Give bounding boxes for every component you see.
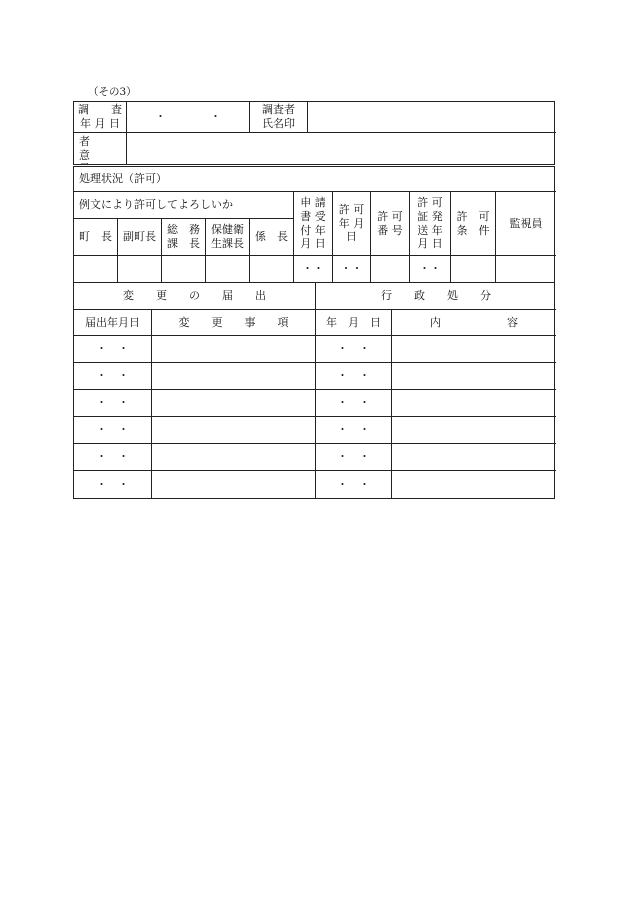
change-cell[interactable] bbox=[152, 471, 316, 498]
header-certificate-sent: 許 可 証 発 送 年 月 日 bbox=[410, 192, 451, 256]
permit-conditions-value[interactable] bbox=[451, 256, 496, 282]
header-health-chief: 保健衛 生課長 bbox=[206, 219, 250, 256]
header-permit-date: 許 可 年 月 日 bbox=[333, 192, 371, 256]
action-date-cell[interactable]: ・ ・ bbox=[316, 471, 392, 498]
processing-status-table bbox=[73, 166, 555, 283]
header-deputy-mayor: 副町長 bbox=[118, 219, 162, 256]
surveyor-seal-field[interactable] bbox=[308, 102, 556, 133]
header-general-affairs-chief: 総 務 課 長 bbox=[162, 219, 206, 256]
survey-date-label: 調 査 年 月 日 bbox=[74, 102, 127, 133]
notice-date-cell[interactable]: ・ ・ bbox=[74, 336, 152, 363]
change-cell[interactable] bbox=[152, 444, 316, 471]
change-cell[interactable] bbox=[152, 336, 316, 363]
seal-general-affairs-chief[interactable] bbox=[162, 256, 206, 282]
survey-date-field[interactable]: ・ ・ bbox=[127, 102, 250, 133]
admin-action-title: 行 政 処 分 bbox=[316, 283, 556, 310]
col-action-content: 内 容 bbox=[392, 310, 556, 336]
surveyor-seal-label: 調査者 氏名印 bbox=[250, 102, 308, 133]
approval-question: 例文により許可してよろしいか bbox=[74, 192, 294, 219]
certificate-sent-date[interactable]: ・・ bbox=[410, 256, 451, 282]
notice-date-cell[interactable]: ・ ・ bbox=[74, 390, 152, 417]
change-cell[interactable] bbox=[152, 390, 316, 417]
inspector-value[interactable] bbox=[496, 256, 556, 282]
surveyor-opinion-label: 者 意 bbox=[74, 133, 127, 164]
survey-table bbox=[73, 101, 555, 165]
header-permit-number: 許 可 番 号 bbox=[371, 192, 410, 256]
notice-date-cell[interactable]: ・ ・ bbox=[74, 417, 152, 444]
header-permit-conditions: 許 可 条 件 bbox=[451, 192, 496, 256]
notice-date-cell[interactable]: ・ ・ bbox=[74, 444, 152, 471]
action-content-cell[interactable] bbox=[392, 444, 556, 471]
header-application-received: 申 請 書 受 付 年 月 日 bbox=[294, 192, 333, 256]
page-label: （その3） bbox=[88, 86, 137, 98]
action-content-cell[interactable] bbox=[392, 390, 556, 417]
header-staff-lead: 係 長 bbox=[250, 219, 294, 256]
changes-table bbox=[73, 282, 555, 499]
change-cell[interactable] bbox=[152, 417, 316, 444]
action-content-cell[interactable] bbox=[392, 336, 556, 363]
permit-date-value[interactable]: ・・ bbox=[333, 256, 371, 282]
col-action-date: 年 月 日 bbox=[316, 310, 392, 336]
notice-date-cell[interactable]: ・ ・ bbox=[74, 471, 152, 498]
action-content-cell[interactable] bbox=[392, 363, 556, 390]
status-title: 処理状況（許可） bbox=[74, 167, 556, 192]
application-received-date[interactable]: ・・ bbox=[294, 256, 333, 282]
seal-deputy-mayor[interactable] bbox=[118, 256, 162, 282]
header-inspector: 監視員 bbox=[496, 192, 556, 256]
action-date-cell[interactable]: ・ ・ bbox=[316, 336, 392, 363]
action-content-cell[interactable] bbox=[392, 471, 556, 498]
col-notice-date: 届出年月日 bbox=[74, 310, 152, 336]
header-mayor: 町 長 bbox=[74, 219, 118, 256]
action-content-cell[interactable] bbox=[392, 417, 556, 444]
change-cell[interactable] bbox=[152, 363, 316, 390]
action-date-cell[interactable]: ・ ・ bbox=[316, 390, 392, 417]
change-notice-title: 変 更 の 届 出 bbox=[74, 283, 316, 310]
permit-number-value[interactable] bbox=[371, 256, 410, 282]
seal-mayor[interactable] bbox=[74, 256, 118, 282]
action-date-cell[interactable]: ・ ・ bbox=[316, 417, 392, 444]
action-date-cell[interactable]: ・ ・ bbox=[316, 363, 392, 390]
col-change-items: 変 更 事 項 bbox=[152, 310, 316, 336]
notice-date-cell[interactable]: ・ ・ bbox=[74, 363, 152, 390]
seal-staff-lead[interactable] bbox=[250, 256, 294, 282]
action-date-cell[interactable]: ・ ・ bbox=[316, 444, 392, 471]
seal-health-chief[interactable] bbox=[206, 256, 250, 282]
surveyor-opinion-field[interactable] bbox=[127, 133, 556, 164]
